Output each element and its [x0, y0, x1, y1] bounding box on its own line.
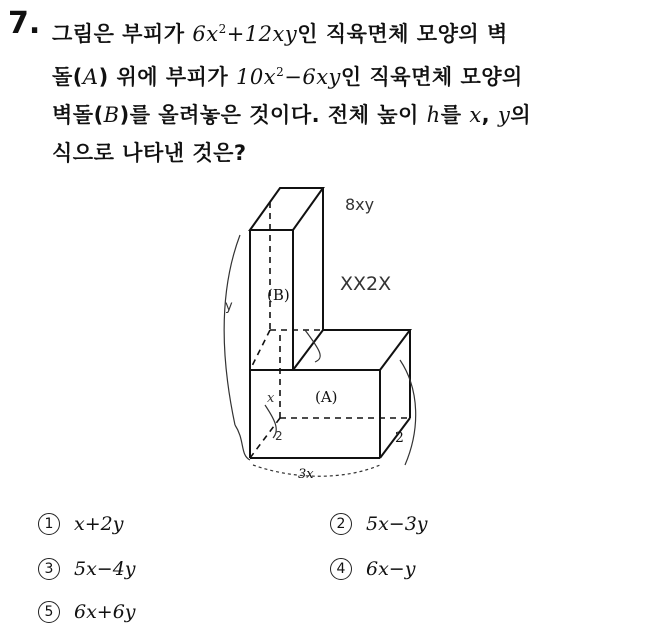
label-a: (A)	[315, 388, 338, 406]
stem-text: )를 올려놓은 것이다. 전체 높이	[119, 103, 427, 127]
choice-marker: 2	[330, 513, 352, 535]
label-b: (B)	[267, 286, 290, 304]
math-y: y	[497, 103, 511, 127]
choice-expression: 6x−y	[366, 558, 416, 580]
stem-text: 의	[510, 103, 532, 127]
handwritten-note-x: x	[267, 391, 275, 406]
stem-line-3	[52, 96, 652, 134]
stem-line-1	[52, 10, 652, 53]
stem-text: 돌(	[52, 65, 83, 89]
stem-text: ) 위에 부피가	[98, 65, 237, 89]
stem-text: 인 직육면체 모양의 벽	[297, 22, 508, 46]
math-h: h	[426, 103, 441, 127]
choice-2[interactable]	[330, 513, 428, 535]
label-2: 2	[395, 430, 404, 446]
choice-marker: 5	[38, 601, 60, 623]
math-volume-b: $10x^2-6xy$	[236, 65, 341, 89]
handwritten-note-2: 2	[275, 429, 283, 443]
handwritten-note-top: 8xy	[345, 195, 375, 214]
stem-text: 인 직육면체 모양의	[340, 65, 523, 89]
choice-marker: 1	[38, 513, 60, 535]
question-stem	[52, 10, 652, 172]
brick-diagram	[205, 180, 425, 490]
stem-text: 식으로 나타낸 것은?	[52, 141, 247, 165]
choice-expression: x+2y	[74, 513, 124, 535]
stem-text: ,	[481, 103, 498, 127]
choice-expression: 5x−3y	[366, 513, 428, 535]
choice-marker: 4	[330, 558, 352, 580]
math-volume-a: $6x^2+12xy$	[192, 22, 298, 46]
choice-3[interactable]	[38, 558, 136, 580]
brick-b	[250, 188, 323, 370]
brick-figure	[205, 180, 425, 490]
stem-line-2	[52, 53, 652, 96]
math-x: x	[469, 103, 482, 127]
handwritten-marks	[224, 235, 416, 476]
choice-marker: 3	[38, 558, 60, 580]
stem-line-4	[52, 134, 652, 172]
choice-1[interactable]	[38, 513, 123, 535]
choice-5[interactable]	[38, 601, 136, 623]
choice-expression: 6x+6y	[74, 601, 136, 623]
handwritten-note-y: y	[225, 299, 233, 314]
stem-text: 를	[440, 103, 470, 127]
stem-text: 벽돌(	[52, 103, 104, 127]
choice-expression: 5x−4y	[74, 558, 136, 580]
math-label-b: B	[103, 103, 120, 127]
label-3x: 3x	[298, 467, 314, 482]
handwritten-note-side: XX2X	[340, 273, 392, 295]
choice-4[interactable]	[330, 558, 415, 580]
stem-text: 그림은 부피가	[52, 22, 193, 46]
math-label-a: A	[82, 65, 99, 89]
question-number: 7.	[8, 6, 41, 41]
